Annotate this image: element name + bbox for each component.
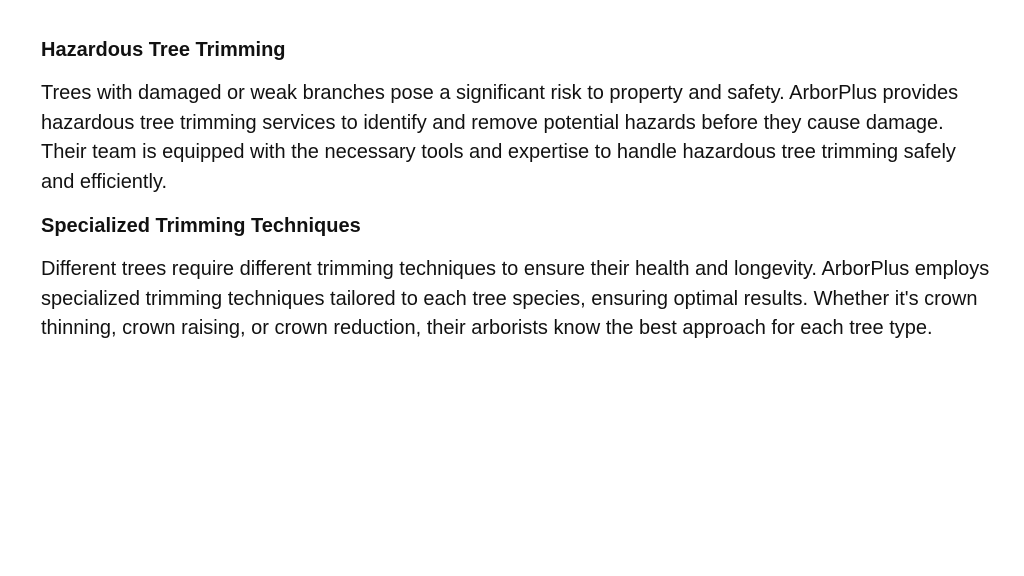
section-paragraph: Different trees require different trimming techniques to ensure their health and longevity. ArborPlus employs specialized trimming techniques tailored to each tree species, ensuring optimal results. Whether it's crown thinning, crown raising, or crown reduction, their arborists know the best approach for each tree type. <box>41 258 990 339</box>
section-specialized-trimming-techniques <box>41 213 991 344</box>
section-heading: Specialized Trimming Techniques <box>41 215 361 237</box>
section-paragraph: Trees with damaged or weak branches pose a significant risk to property and safety. ArborPlus provides hazardous tree trimming services to identify and remove potential hazards before they cause damage. Their team is equipped with the necessary tools and expertise to handle hazardous tree trimming safely and efficiently. <box>41 82 959 193</box>
section-heading: Hazardous Tree Trimming <box>41 39 286 61</box>
article-content <box>41 37 991 360</box>
section-hazardous-tree-trimming <box>41 37 991 197</box>
